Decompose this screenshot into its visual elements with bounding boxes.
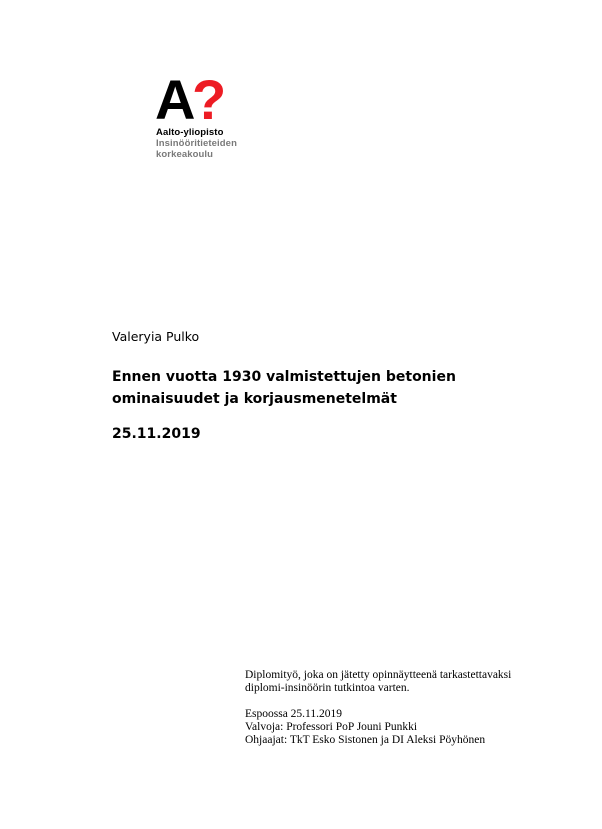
info-line-place-date: Espoossa 25.11.2019 [245, 708, 343, 720]
logo-school-name-line1: Insinööritieteiden [156, 138, 237, 149]
info-line-advisors: Ohjaajat: TkT Esko Sistonen ja DI Aleksi Pöyhönen [245, 734, 486, 746]
info-line-submission: Diplomityö, joka on jätetty opinnäytteenä tarkastettavaksi [245, 669, 512, 681]
logo-letter-a: A [155, 73, 196, 125]
thesis-title: Ennen vuotta 1930 valmistettujen betonien ominaisuudet ja korjausmenetelmät [112, 369, 456, 407]
logo-question-mark: ? [192, 73, 227, 125]
logo-school-name-line2: korkeakoulu [156, 149, 214, 160]
logo-university-name: Aalto-yliopisto [156, 127, 224, 138]
info-line-degree: diplomi-insinöörin tutkintoa varten. [245, 682, 410, 694]
thesis-info-block [245, 669, 585, 747]
aalto-logo [155, 73, 265, 125]
author-name: Valeryia Pulko [112, 329, 200, 344]
info-line-supervisor: Valvoja: Professori PoP Jouni Punkki [245, 721, 418, 733]
thesis-date: 25.11.2019 [112, 426, 201, 442]
